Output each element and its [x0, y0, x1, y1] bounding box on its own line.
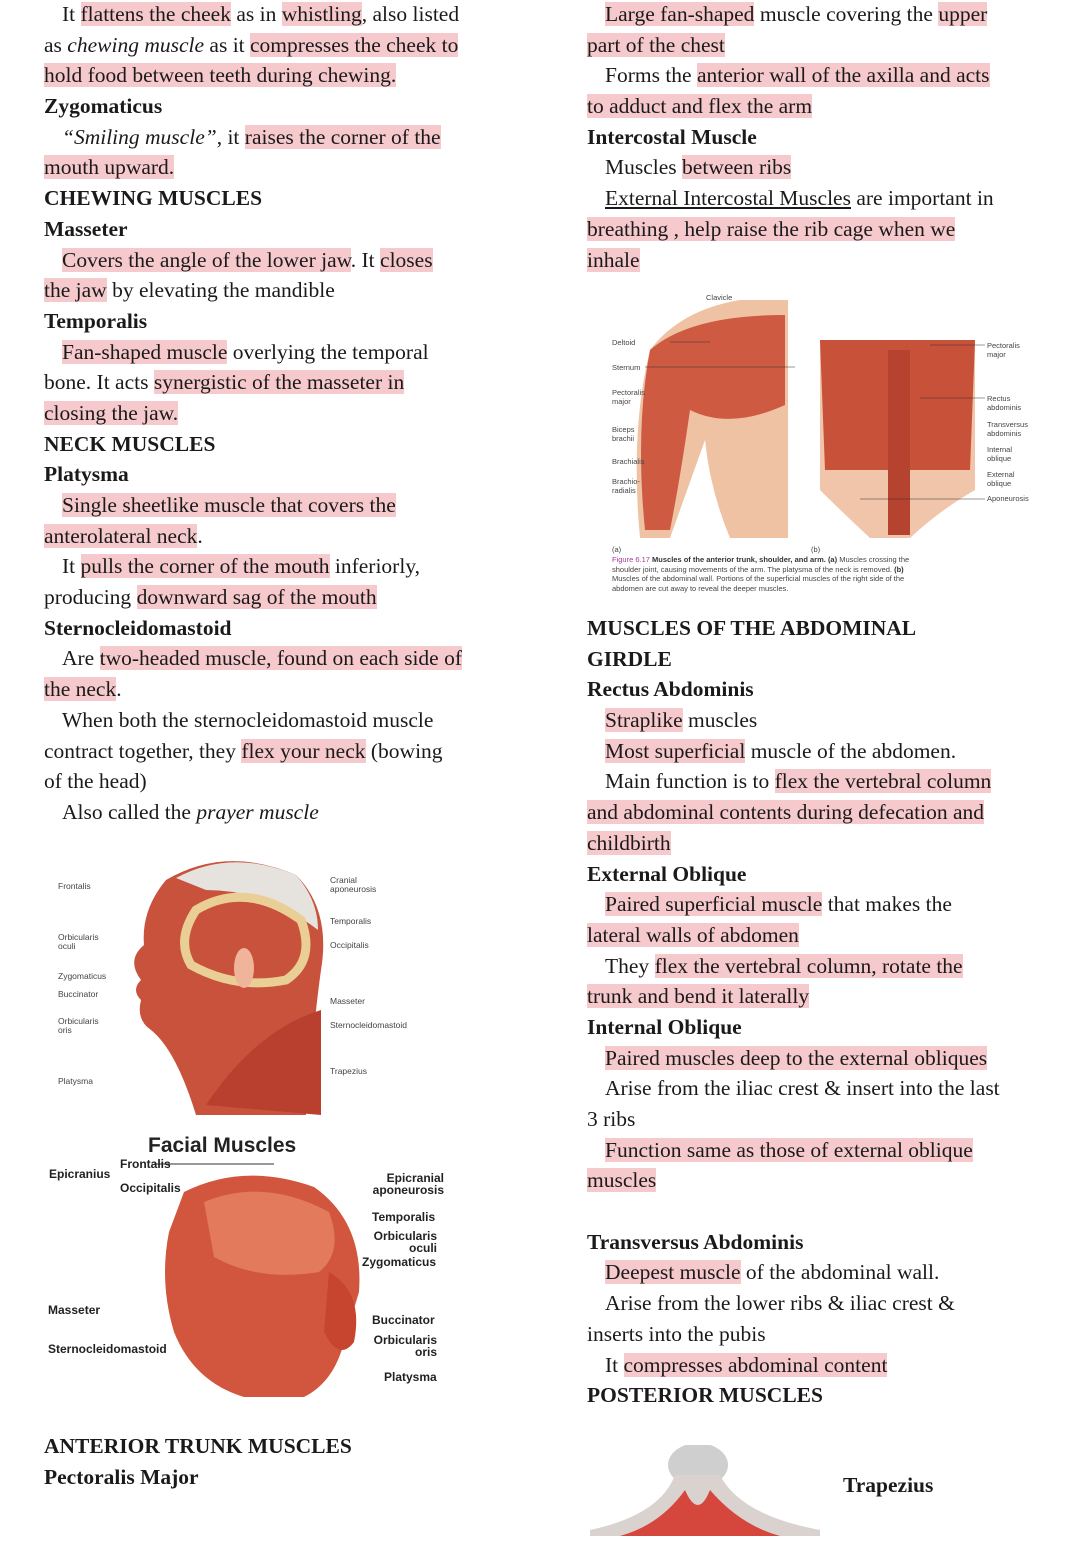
highlighted-text: two-headed muscle, found on each side of — [99, 646, 463, 671]
label-zygomaticus: Zygomaticus — [362, 1255, 437, 1269]
figure-caption — [612, 555, 922, 593]
highlighted-text: anterolateral neck — [44, 523, 198, 548]
text-segment: by elevating the mandible — [106, 278, 335, 303]
text-segment: When both the sternocleidomastoid muscle — [62, 707, 434, 732]
label-external-oblique: External oblique — [987, 470, 1015, 488]
highlighted-text: compresses abdominal content — [623, 1352, 888, 1377]
highlighted-text: the neck — [44, 677, 117, 702]
highlighted-text: Paired superficial muscle — [605, 892, 823, 917]
text-line — [44, 398, 462, 429]
label-epicranius: Epicranius — [49, 1167, 111, 1181]
heading-line — [44, 91, 462, 122]
text-line — [587, 1165, 1000, 1196]
head-muscles-figure — [56, 850, 408, 1115]
highlighted-text: Covers the angle of the lower jaw — [62, 247, 351, 272]
text-line — [587, 0, 994, 30]
text-line — [44, 490, 462, 521]
highlighted-text: pulls the corner of the mouth — [80, 554, 330, 579]
label-frontalis: Frontalis — [120, 1157, 171, 1171]
text-segment: as — [44, 32, 68, 57]
text-line — [587, 152, 994, 183]
highlighted-text: flex your neck — [241, 738, 366, 763]
label-brachioradialis: Brachio- radialis — [612, 477, 640, 495]
text-segment: 3 ribs — [587, 1107, 636, 1131]
text-segment: Temporalis — [44, 308, 148, 333]
text-line — [44, 797, 462, 828]
text-line — [44, 337, 462, 368]
label-sternocleidomastoid: Sternocleidomastoid — [48, 1342, 167, 1356]
highlighted-text: Paired muscles deep to the external obliques — [605, 1045, 988, 1070]
text-segment: muscle of the abdomen. — [745, 738, 957, 763]
label-aponeurosis: Aponeurosis — [987, 494, 1029, 503]
highlighted-text: the jaw — [44, 278, 107, 303]
text-segment: Are — [62, 646, 100, 671]
text-segment: as in — [230, 2, 282, 26]
text-segment: chewing muscle — [67, 32, 205, 57]
highlighted-text: hold food between teeth during chewing. — [44, 63, 397, 88]
highlighted-text: trunk and bend it laterally — [587, 984, 810, 1009]
text-segment: Rectus Abdominis — [587, 677, 754, 702]
text-line — [44, 245, 462, 276]
heading-line — [587, 1012, 1000, 1043]
text-line — [587, 1196, 1000, 1227]
text-line — [587, 30, 994, 61]
highlighted-text: Straplike — [605, 708, 683, 733]
text-line — [587, 1073, 1000, 1104]
text-segment: prayer muscle — [196, 799, 319, 824]
text-segment: . — [197, 523, 203, 548]
text-line — [44, 152, 462, 183]
heading-line — [587, 859, 1000, 890]
caption-b-tag: (b) — [894, 564, 904, 574]
text-segment: Arise from the lower ribs & iliac crest & — [605, 1291, 955, 1316]
heading-line — [587, 1227, 1000, 1258]
text-segment: CHEWING MUSCLES — [44, 186, 263, 211]
highlighted-text: between ribs — [682, 155, 792, 180]
label-biceps-brachii: Biceps brachii — [612, 425, 635, 443]
text-segment: MUSCLES OF THE ABDOMINAL — [587, 616, 917, 640]
text-segment: of the abdominal wall. — [740, 1260, 940, 1285]
right-column-text — [587, 0, 994, 275]
label-orbicularis-oculi: Orbicularis oculi — [58, 932, 99, 951]
heading-line — [44, 306, 462, 337]
label-clavicle: Clavicle — [706, 293, 733, 302]
text-line — [587, 245, 994, 276]
label-orbicularis-oculi: Orbicularis oculi — [373, 1229, 437, 1255]
highlighted-text: anterior wall of the axilla and acts — [696, 63, 990, 88]
text-segment: Pectoralis Major — [44, 1464, 199, 1489]
text-segment: It — [605, 1352, 624, 1377]
highlighted-text: closes — [380, 247, 433, 272]
label-internal-oblique: Internal oblique — [987, 445, 1013, 463]
text-line — [44, 275, 462, 306]
text-segment: producing — [44, 585, 137, 610]
text-line — [44, 766, 462, 797]
text-segment: Sternocleidomastoid — [44, 615, 232, 640]
highlighted-text: breathing , help raise the rib cage when we — [587, 216, 956, 241]
text-segment: ANTERIOR TRUNK MUSCLES — [44, 1434, 352, 1458]
label-trapezius: Trapezius — [330, 1066, 368, 1076]
highlighted-text: to adduct and flex the arm — [587, 94, 813, 119]
text-segment: Intercostal Muscle — [587, 124, 757, 149]
text-segment: They — [605, 953, 655, 978]
heading-line — [587, 674, 1000, 705]
caption-number: Figure 6.17 — [612, 555, 650, 564]
text-segment: It — [62, 554, 81, 579]
text-line — [587, 1350, 1000, 1381]
text-line — [44, 674, 462, 705]
highlighted-text: compresses the cheek to — [250, 32, 459, 57]
anterior-trunk-illustration — [610, 290, 1050, 540]
heading-line — [587, 613, 1000, 644]
text-line — [587, 1104, 1000, 1135]
text-segment: POSTERIOR MUSCLES — [587, 1383, 823, 1408]
text-line — [587, 705, 1000, 736]
highlighted-text: inhale — [587, 247, 640, 272]
text-segment: Transversus Abdominis — [587, 1229, 804, 1254]
label-orbicularis-oris: Orbicularis oris — [373, 1333, 437, 1359]
label-rectus-abdominis: Rectus abdominis — [987, 394, 1022, 412]
heading-line — [44, 1462, 352, 1493]
label-frontalis: Frontalis — [58, 881, 91, 891]
highlighted-text: mouth upward. — [44, 155, 175, 180]
text-segment: muscle covering the — [754, 2, 939, 26]
text-segment: . It — [350, 247, 381, 272]
text-line — [587, 1043, 1000, 1074]
right-column-bottom-text — [587, 613, 1000, 1411]
text-line — [587, 828, 1000, 859]
highlighted-text: lateral walls of abdomen — [587, 922, 799, 947]
facial-muscles-title: Facial Muscles — [148, 1134, 297, 1157]
text-line — [587, 766, 1000, 797]
text-segment: Arise from the iliac crest & insert into the last — [605, 1076, 1000, 1101]
text-line — [587, 60, 994, 91]
highlighted-text: whistling — [281, 2, 362, 26]
label-orbicularis-oris: Orbicularis oris — [58, 1016, 99, 1035]
text-segment: Also called the — [62, 799, 197, 824]
label-transversus-abdominis: Transversus abdominis — [987, 420, 1028, 438]
label-sternum: Sternum — [612, 363, 641, 372]
text-segment: GIRDLE — [587, 646, 672, 671]
text-line — [44, 0, 462, 30]
text-segment: Internal Oblique — [587, 1014, 742, 1039]
label-temporalis: Temporalis — [330, 916, 372, 926]
text-segment: , also listed — [361, 2, 460, 26]
left-column-bottom-text — [44, 1431, 352, 1492]
panel-a-label: (a) — [612, 545, 622, 554]
text-segment: , it — [216, 124, 245, 149]
label-deltoid: Deltoid — [612, 338, 636, 347]
label-occipitalis: Occipitalis — [330, 940, 369, 950]
highlighted-text: flex the vertebral column — [774, 769, 992, 794]
caption-title: Muscles of the anterior trunk, shoulder, and arm. — [652, 555, 826, 564]
highlighted-text: muscles — [587, 1168, 657, 1193]
text-segment: It — [62, 2, 81, 26]
text-line — [44, 643, 462, 674]
label-platysma: Platysma — [384, 1370, 437, 1384]
text-line — [44, 30, 462, 61]
text-line — [587, 1288, 1000, 1319]
text-line — [44, 582, 462, 613]
highlighted-text: Deepest muscle — [605, 1260, 741, 1285]
text-segment: contract together, they — [44, 738, 242, 763]
text-line — [44, 705, 462, 736]
heading-line — [44, 459, 462, 490]
text-segment: that makes the — [822, 892, 952, 917]
label-brachialis: Brachialis — [612, 457, 645, 466]
label-sternocleidomastoid: Sternocleidomastoid — [330, 1020, 408, 1030]
highlighted-text: flex the vertebral column, rotate the — [654, 953, 963, 978]
label-masseter: Masseter — [48, 1303, 101, 1317]
text-line — [44, 367, 462, 398]
text-line — [587, 183, 994, 214]
posterior-muscles-figure — [590, 1445, 830, 1536]
text-segment: are important in — [850, 186, 994, 211]
text-segment: Forms the — [605, 63, 697, 88]
label-epicranial-aponeurosis: Epicranial aponeurosis — [372, 1171, 444, 1197]
highlighted-text: flattens the cheek — [80, 2, 231, 26]
label-zygomaticus: Zygomaticus — [58, 971, 107, 981]
label-masseter: Masseter — [330, 996, 365, 1006]
text-segment: Masseter — [44, 216, 128, 241]
facial-muscles-figure — [44, 1132, 454, 1402]
text-line — [587, 889, 1000, 920]
text-segment: External Oblique — [587, 861, 747, 886]
text-line — [44, 736, 462, 767]
text-line — [44, 551, 462, 582]
text-segment: . — [116, 677, 122, 702]
highlighted-text: and abdominal contents during defecation and — [587, 800, 985, 825]
trapezius-illustration — [590, 1445, 830, 1536]
highlighted-text: part of the chest — [587, 32, 725, 57]
highlighted-text: closing the jaw. — [44, 400, 179, 425]
text-line — [587, 1257, 1000, 1288]
label-pectoralis-major-b: Pectoralis major — [987, 341, 1020, 359]
highlighted-text: Function same as those of external oblique — [605, 1137, 973, 1162]
heading-line — [44, 183, 462, 214]
anterior-trunk-figure — [610, 290, 1050, 600]
text-segment: External Intercostal Muscles — [605, 186, 851, 211]
text-line — [587, 797, 1000, 828]
trapezius-label: Trapezius — [843, 1473, 934, 1497]
highlighted-text: Fan-shaped muscle — [62, 339, 228, 364]
highlighted-text: synergistic of the masseter in — [153, 370, 405, 395]
highlighted-text: raises the corner of the — [244, 124, 441, 149]
highlighted-text: Large fan-shaped — [605, 2, 755, 26]
text-line — [587, 951, 1000, 982]
text-segment: Platysma — [44, 462, 129, 487]
highlighted-text: Most superficial — [605, 738, 746, 763]
text-line — [587, 1135, 1000, 1166]
highlighted-text: childbirth — [587, 830, 671, 855]
caption-a-text: Muscles crossing the shoulder joint, causing movements of the arm. The platysma of the neck is removed. — [612, 555, 910, 574]
highlighted-text: Single sheetlike muscle that covers the — [62, 493, 396, 517]
caption-b-text: Muscles of the abdominal wall. Portions of the superficial muscles of the right side of the abdomen are cut away to reveal the deeper muscles. — [612, 574, 905, 593]
text-segment: muscles — [682, 708, 758, 733]
heading-line — [44, 429, 462, 460]
heading-line — [587, 122, 994, 153]
text-segment: of the head) — [44, 769, 147, 794]
text-segment: inferiorly, — [329, 554, 421, 579]
caption-a-tag: (a) — [827, 555, 838, 564]
label-buccinator: Buccinator — [58, 989, 99, 999]
text-line — [44, 521, 462, 552]
text-segment: “Smiling muscle” — [62, 124, 217, 149]
text-segment: as it — [204, 32, 251, 57]
text-line — [587, 920, 1000, 951]
text-segment: Muscles — [605, 155, 683, 180]
text-segment: Main function is to — [605, 769, 775, 794]
heading-line — [587, 644, 1000, 675]
text-segment: Zygomaticus — [44, 94, 163, 119]
label-platysma: Platysma — [58, 1076, 93, 1086]
text-line — [587, 981, 1000, 1012]
left-column-text — [44, 0, 462, 828]
heading-line — [44, 214, 462, 245]
text-line — [44, 122, 462, 153]
heading-line — [44, 1431, 352, 1462]
text-line — [587, 91, 994, 122]
label-pectoralis-major-a: Pectoralis major — [612, 388, 645, 406]
label-cranial-aponeurosis: Cranial aponeurosis — [330, 875, 377, 894]
highlighted-text: upper — [938, 2, 988, 26]
heading-line — [587, 1380, 1000, 1411]
label-temporalis: Temporalis — [372, 1210, 436, 1224]
text-segment: bone. It acts — [44, 370, 154, 395]
text-line — [587, 736, 1000, 767]
highlighted-text: downward sag of the mouth — [136, 585, 377, 610]
text-line — [587, 1319, 1000, 1350]
label-buccinator: Buccinator — [372, 1313, 435, 1327]
heading-line — [44, 613, 462, 644]
text-line — [44, 60, 462, 91]
text-line — [587, 214, 994, 245]
text-segment: NECK MUSCLES — [44, 431, 216, 456]
label-occipitalis: Occipitalis — [120, 1181, 181, 1195]
text-segment: (bowing — [365, 738, 443, 763]
panel-b-label: (b) — [811, 545, 821, 554]
text-segment: inserts into the pubis — [587, 1321, 766, 1346]
text-segment: overlying the temporal — [227, 339, 429, 364]
